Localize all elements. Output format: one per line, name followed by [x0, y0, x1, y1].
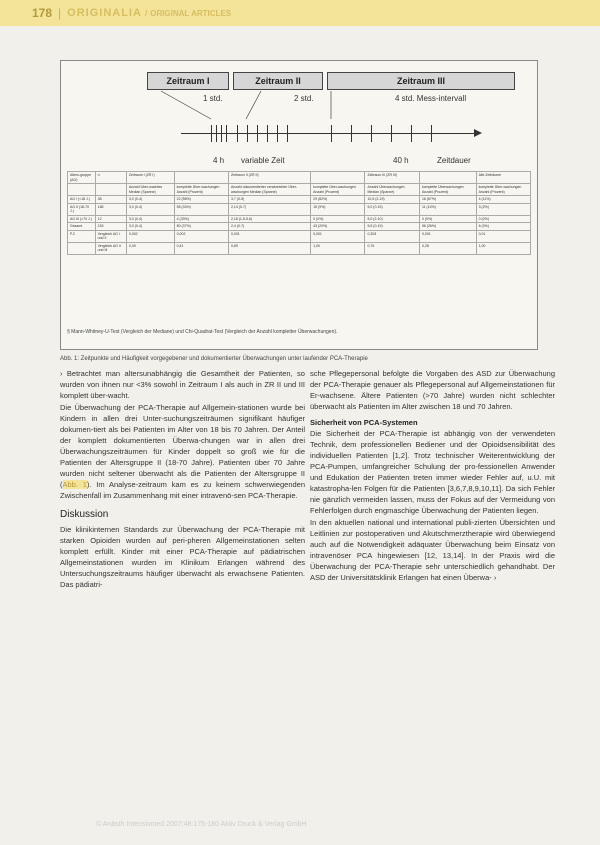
timeline-tick	[391, 125, 392, 142]
table-cell: 56 (26%)	[419, 223, 476, 231]
axis-label-zeitdauer: Zeitdauer	[437, 156, 471, 165]
table-subheader-cell: komplette Über-wachungen Anzahl (Prozent)	[311, 184, 365, 196]
section-title: ORIGINALIA	[67, 7, 142, 19]
table-cell: 0,001	[419, 230, 476, 242]
paragraph: In den aktuellen national und international publi-zierten Übersichten und Leitlinien zur postoperativen und Akutschmerztherapie wird überwiegend auch auf die Notwendigkeit adäquater Überwachung beim Einsatz von intravenöser PCA hingewiesen [12, 13,14]. In der Praxis wird die Überwachung der PCA-Therapie sehr unterschiedlich gehandhabt. Der ASD der Universitätsklinik Erlangen hat einen Überwa- ›	[310, 518, 555, 582]
table-cell: 168	[95, 203, 126, 215]
timeline-tick	[351, 125, 352, 142]
table-row	[68, 230, 531, 242]
section-subtitle: ORIGINAL ARTICLES	[150, 8, 232, 18]
paragraph: sche Pflegepersonal befolgte die Vorgaben des ASD zur Überwachung der PCA-Therapie genauer als Pflegepersonal auf Allgemeinstationen für Er-wachsene. Ältere Patienten (>70 Jahre) wurden nicht schlechter überwacht als Patienten im Alter zwischen 18 und 70 Jahren.	[310, 369, 555, 411]
table-cell: 29 (82%)	[311, 196, 365, 204]
table-header-cell	[311, 172, 365, 184]
table-cell: 5,5 (0-19)	[365, 223, 419, 231]
interval-label-2: 2 std.	[294, 94, 314, 103]
table-cell: Gesamt	[68, 223, 96, 231]
table-cell: 3,0 (0-4)	[126, 223, 174, 231]
table-cell: 0 (0%)	[311, 215, 365, 223]
figure-caption: Abb. 1: Zeitpunkte und Häufigkeit vorgegebener und dokumentierter Überwachungen unter laufender PCA-Therapie	[60, 356, 368, 362]
timeline-tick	[331, 125, 332, 142]
phase-tab-2: Zeitraum II	[233, 72, 323, 90]
table-cell: 0,002	[126, 230, 174, 242]
table-cell: 11 (14%)	[419, 203, 476, 215]
table-cell: 0,76	[365, 242, 419, 254]
section-subtitle-separator: /	[144, 8, 148, 18]
table-row	[68, 203, 531, 215]
table-header-row	[68, 172, 531, 184]
section-heading-discussion: Diskussion	[60, 509, 109, 520]
table-subheader-row	[68, 184, 531, 196]
paragraph-text: Die Überwachung der PCA-Therapie auf Allgemein-stationen wurde bei Kindern in allen drei Unter-suchungszeiträumen signifikant häufiger dokumen-tiert als bei Patienten im Alter von 18 bis 70 Jahren. Der Anteil der komplett dokumentierten Überwa-chungen war in allen drei Überwachungszeiträumen für Kinder doppelt so groß wie für die Patienten der Altersgruppe II (18-70 Jahre). Patienten über 70 Jahre wurden nicht seltener überwacht als die Patienten der Altersgruppe II (	[60, 403, 305, 489]
table-row	[68, 215, 531, 223]
table-row	[68, 196, 531, 204]
table-header-cell: Zeitraum II (ZR II)	[228, 172, 310, 184]
timeline-tick	[287, 125, 288, 142]
table-subheader-cell: komplette Überwachungen Anzahl (Prozent)	[419, 184, 476, 196]
table-cell: 43 (20%)	[311, 223, 365, 231]
text-column-right	[310, 368, 555, 584]
section-heading-safety: Sicherheit von PCA-Systemen	[310, 418, 418, 427]
table-cell: Vergleich AG I und II	[95, 230, 126, 242]
table-cell: 1,00	[311, 242, 365, 254]
table-cell: 16 (67%)	[419, 196, 476, 204]
table-cell: 3,7 (0-5)	[228, 196, 310, 204]
timeline-tick	[211, 125, 212, 142]
table-cell: 3 (2%)	[476, 203, 530, 215]
paragraph	[60, 402, 305, 501]
paragraph: Die Sicherheit der PCA-Therapie ist abhängig von der verwendeten Technik, dem professionellen Bediener und der Opioidsensibilität des individuellen Patienten [1,2]. Trotz technischer Weiterentwicklung der PCA-Pumpen, umfangreicher Schulung der pro-fessionellen Anwender und Edukation der Patienten treten immer wieder Fehler auf, u.U. mit katastropha-len Folgen für die Patienten [3,6,7,8,9,10,11]. Da sich Fehler nie gänzlich vermeiden lassen, muss der Fokus auf der Vermeidung von Fehlerfolgen durch engmaschige Überwachung der Patienten liegen.	[310, 429, 555, 515]
timeline-tick	[221, 125, 222, 142]
table-cell: 55 (33%)	[174, 203, 228, 215]
paragraph-text: In den aktuellen national und international publi-zierten Übersichten und Leitlinien zur postoperativen und Akutschmerztherapie wird überwiegend auch auf die Notwendigkeit adäquater Überwachung beim Einsatz von intravenöser PCA hingewiesen [12, 13,14]. In der Praxis wird die Überwachung der PCA-Therapie sehr unterschiedlich gehandhabt. Der ASD der Universitätsklinik Erlangen hat einen Überwa-	[310, 518, 555, 582]
table-subheader-cell: Anzahl Überwachungen Median (Spanne)	[365, 184, 419, 196]
table-header-cell: Alle Zeiträume	[476, 172, 530, 184]
interval-label-1: 1 std.	[203, 94, 223, 103]
paragraph: › Betrachtet man altersunabhängig die Gesamtheit der Patienten, so wurden von ihnen nur <3% sowohl in Zeitraum I als auch in ZR II und III komplett über-wacht.	[60, 369, 305, 400]
table-cell: 0 (0%)	[476, 215, 530, 223]
table-cell: 5,0 (2-10)	[365, 215, 419, 223]
axis-label-variable: variable Zeit	[241, 156, 285, 165]
timeline-tick	[247, 125, 248, 142]
table-cell: 3,0 (0-4)	[126, 215, 174, 223]
phase-tab-3: Zeitraum III	[327, 72, 515, 90]
table-footnote: § Mann-Whitney-U-Test (Vergleich der Mediane) und Chi-Quadrat-Test (Vergleich der Anzahl kompletter Überwachungen).	[67, 329, 338, 335]
timeline-tick	[226, 125, 227, 142]
table-cell: AG II (18-70 J.)	[68, 203, 96, 215]
table-cell: 0,39	[126, 242, 174, 254]
table-cell: 0,28	[419, 242, 476, 254]
table-subheader-cell	[95, 184, 126, 196]
table-cell: 5,0 (0-15)	[365, 203, 419, 215]
table-cell: 2,4 (0-7)	[228, 223, 310, 231]
table-subheader-cell: komplette Über-wachungen Anzahl (Prozent)	[476, 184, 530, 196]
table-header-cell: Zeitraum III (ZR III)	[365, 172, 419, 184]
table-subheader-cell: Anzahl dokumentierter verabreichter Über-wachungen Median (Spanne)	[228, 184, 310, 196]
page-footer: © Anästh Intensivmed 2007;48:175-180 Aktiv Druck & Verlag GmbH	[96, 821, 307, 828]
table-cell: 0,01	[476, 230, 530, 242]
figure-reference-link[interactable]: Abb. 1	[62, 480, 87, 489]
table-header-cell: Alters-gruppe (AG)	[68, 172, 96, 184]
timeline-tick	[267, 125, 268, 142]
timeline-tick	[277, 125, 278, 142]
table-header-cell	[419, 172, 476, 184]
table-cell: 3,0 (0-4)	[126, 203, 174, 215]
table-subheader-cell	[68, 184, 96, 196]
table-cell: 3,0 (0-4)	[126, 196, 174, 204]
text-column-left	[60, 368, 305, 591]
table-cell: Vergleich AG II und III	[95, 242, 126, 254]
timeline-arrow-icon	[474, 129, 482, 137]
table-header-cell: n	[95, 172, 126, 184]
paragraph-text: ). Im Analyse-zeitraum kam es zu keinem schwerwiegenden Zwischenfall im Zusammenhang mit einer intravenö-sen PCA-Therapie.	[60, 480, 306, 500]
table-cell: 2,18 (1,5-5,6)	[228, 215, 310, 223]
axis-label-40h: 40 h	[393, 156, 409, 165]
timeline-tick	[237, 125, 238, 142]
table-cell: 0 (0%)	[419, 215, 476, 223]
table-header-cell: Zeitraum I (ZR I)	[126, 172, 174, 184]
table-cell: AG III (>70 J.)	[68, 215, 96, 223]
figure-1	[60, 60, 538, 350]
table-cell	[68, 242, 96, 254]
table-cell: 15 (9%)	[311, 203, 365, 215]
interval-label-3: 4 std. Mess-intervall	[395, 94, 467, 103]
table-cell: 0,002	[174, 230, 228, 242]
timeline-tick	[411, 125, 412, 142]
table-cell: 4 (11%)	[476, 196, 530, 204]
timeline-tick	[216, 125, 217, 142]
table-cell: 0,41	[174, 242, 228, 254]
table-cell: P.2	[68, 230, 96, 242]
table-cell: 12	[95, 215, 126, 223]
table-cell: 38	[95, 196, 126, 204]
page-number: 178	[32, 6, 53, 20]
table-row	[68, 223, 531, 231]
connector-2	[246, 91, 261, 119]
timeline-tick	[371, 125, 372, 142]
table-subheader-cell: komplette Über-wachungen Anzahl (Prozent)	[174, 184, 228, 196]
paragraph-text: Betrachtet man altersunabhängig die Gesamtheit der Patienten, so wurden von ihnen nur <3% sowohl in Zeitraum I als auch in ZR II und III komplett über-wacht.	[60, 369, 305, 400]
table-row	[68, 242, 531, 254]
timeline-tick	[431, 125, 432, 142]
table-cell: 80 (37%)	[174, 223, 228, 231]
table-cell: 22 (58%)	[174, 196, 228, 204]
timeline-tick	[257, 125, 258, 142]
running-header	[0, 0, 600, 26]
table-cell: 0,89	[228, 242, 310, 254]
table-subheader-cell: Anzahl Über-wachtes Median (Spanne)	[126, 184, 174, 196]
results-table	[67, 171, 531, 255]
header-separator: |	[58, 6, 62, 20]
table-cell: 6 (3%)	[476, 223, 530, 231]
table-cell: 0,001	[311, 230, 365, 242]
phase-tab-1: Zeitraum I	[147, 72, 229, 90]
table-cell: AG I (<18 J.)	[68, 196, 96, 204]
table-cell: 0,001	[228, 230, 310, 242]
axis-label-4h: 4 h	[213, 156, 225, 165]
paragraph: Die klinikinternen Standards zur Überwachung der PCA-Therapie mit starken Opioiden wurden auf peri-pheren Allgemeinstationen selten komplett erfüllt. Kinder mit einer PCA-Therapie auf pädiatrischen Allgemeinstationen wurden im Klinikum Erlangen während des Untersuchungszeitraums häufiger überwacht als erwachsene Patienten. Das pädiatri-	[60, 525, 305, 589]
table-header-cell	[174, 172, 228, 184]
table-cell: 218	[95, 223, 126, 231]
table-cell: 1,00	[476, 242, 530, 254]
table-cell: 10,5 (2-19)	[365, 196, 419, 204]
table-cell: 0,303	[365, 230, 419, 242]
table-cell: 4 (33%)	[174, 215, 228, 223]
table-cell: 2,14 (0-7)	[228, 203, 310, 215]
phase-connectors	[61, 61, 539, 171]
